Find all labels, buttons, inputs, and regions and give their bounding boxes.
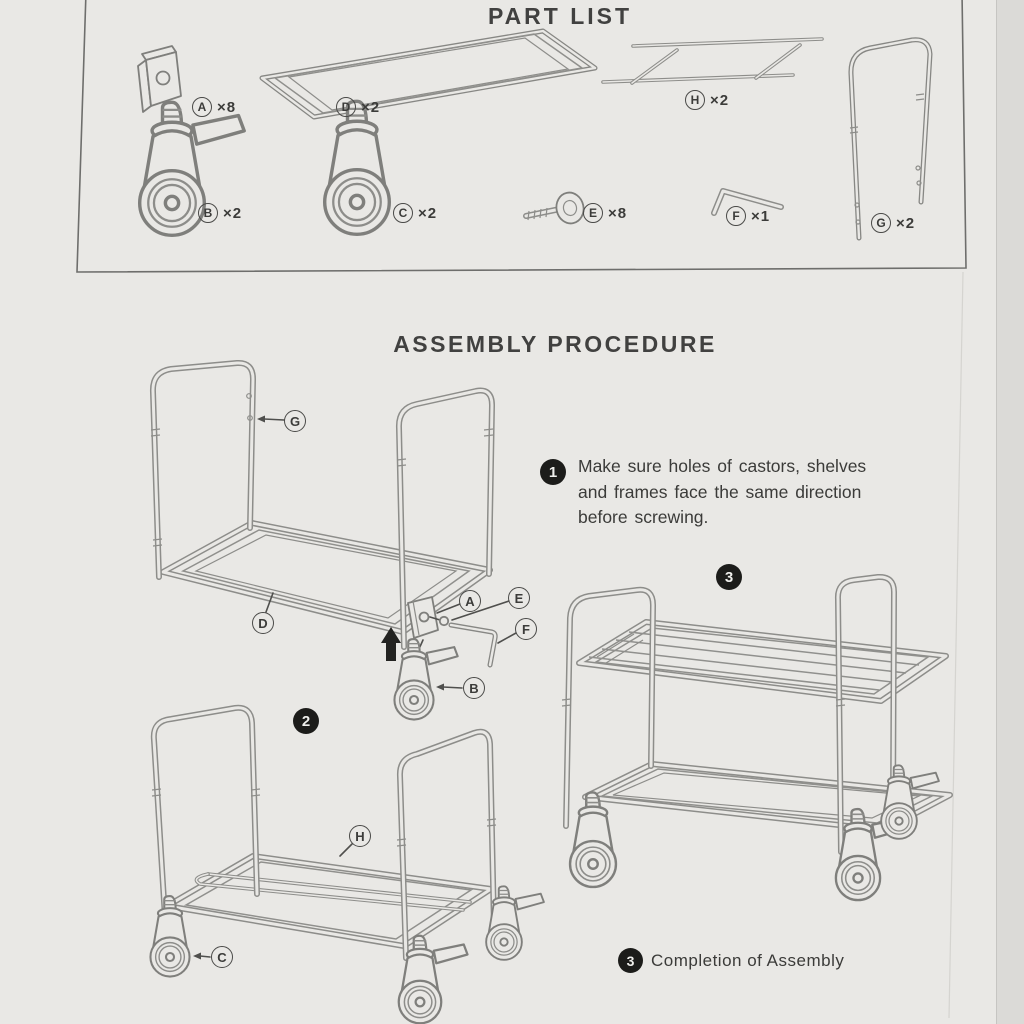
part-letter-e: E [583, 203, 603, 223]
part-label-g [871, 213, 915, 233]
step-1-text-line-3: before screwing. [578, 507, 709, 527]
assembly-procedure-title: ASSEMBLY PROCEDURE [393, 331, 717, 357]
part-qty-c: ×2 [418, 204, 438, 222]
part-g-handle-drawing [850, 40, 930, 238]
part-qty-b: ×2 [223, 204, 243, 222]
step-3-badge: 3 [716, 564, 742, 590]
part-qty-e: ×8 [608, 204, 628, 222]
part-qty-a: ×8 [217, 98, 237, 116]
completion-badge: 3 [618, 948, 643, 973]
part-qty-f: ×1 [751, 207, 771, 225]
callout-b: B [463, 677, 485, 699]
step-1-text-line-1: Make sure holes of castors, shelves [578, 456, 867, 476]
part-letter-h: H [685, 90, 705, 110]
part-d-shelf-drawing [262, 31, 595, 117]
part-label-b [198, 203, 242, 223]
part-label-d [336, 97, 380, 117]
callout-h: H [349, 825, 371, 847]
part-label-c [393, 203, 437, 223]
part-h-frame-drawing [603, 39, 822, 83]
step1-cart-drawing [151, 363, 493, 647]
step-1-text [578, 454, 948, 531]
step-2-badge: 2 [293, 708, 319, 734]
part-label-h [685, 90, 729, 110]
step-1-text-line-2: and frames face the same direction [578, 481, 862, 502]
callout-a: A [459, 590, 481, 612]
part-label-e [583, 203, 627, 223]
callout-d: D [252, 612, 274, 634]
part-qty-d: ×2 [361, 98, 381, 116]
part-label-a [192, 97, 236, 117]
step3-cart-drawing [562, 577, 950, 900]
callout-c: C [211, 946, 233, 968]
page-crease-line [949, 272, 963, 1018]
callout-f: F [515, 618, 537, 640]
callout-g: G [284, 410, 306, 432]
part-letter-d: D [336, 97, 356, 117]
part-qty-h: ×2 [710, 91, 730, 109]
part-label-f [726, 206, 770, 226]
part-letter-c: C [393, 203, 413, 223]
part-letter-f: F [726, 206, 746, 226]
part-e-bolt-drawing [526, 190, 586, 226]
step1-corner-detail-drawing [381, 597, 495, 720]
part-letter-a: A [192, 97, 212, 117]
part-list-title: PART LIST [487, 3, 633, 29]
part-qty-g: ×2 [896, 214, 916, 232]
part-c-castor-drawing [325, 98, 390, 234]
page-edge [996, 0, 1024, 1024]
completion-caption: Completion of Assembly [651, 951, 845, 970]
part-letter-g: G [871, 213, 891, 233]
step-1-badge: 1 [540, 459, 566, 485]
step2-cart-drawing [150, 708, 543, 1023]
callout-e: E [508, 587, 530, 609]
part-letter-b: B [198, 203, 218, 223]
